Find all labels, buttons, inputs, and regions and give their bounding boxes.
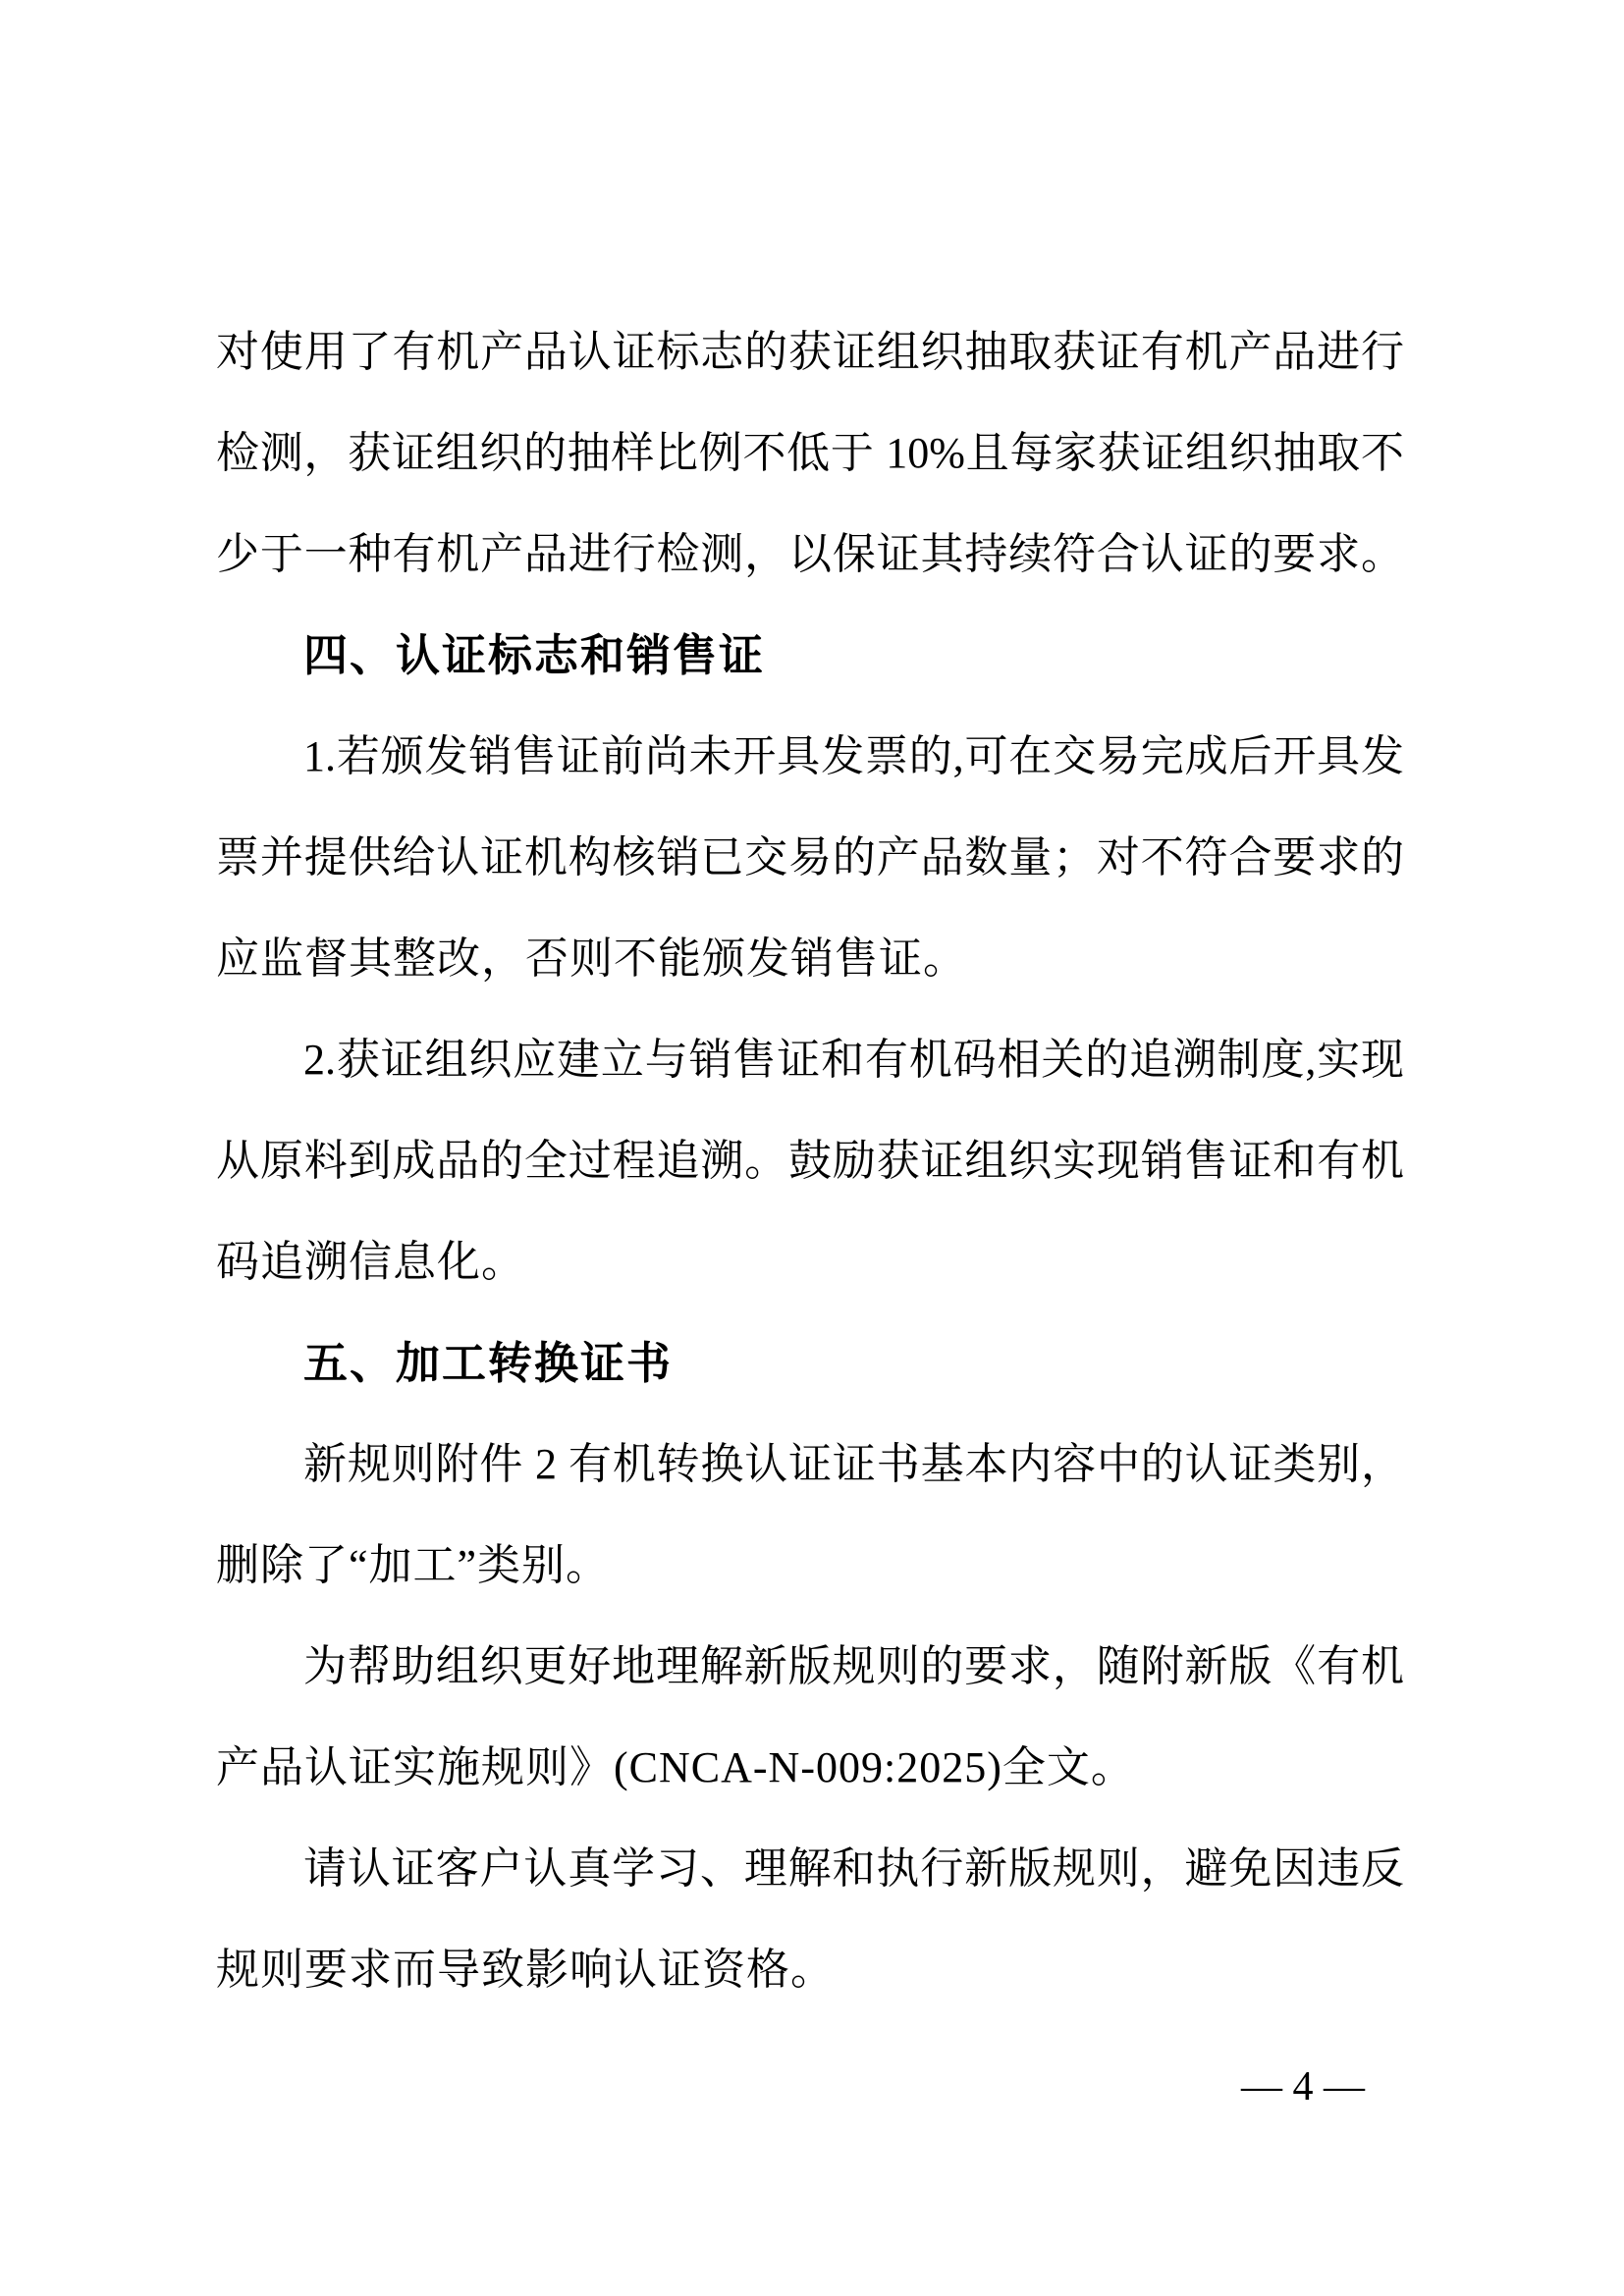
text-line: 少于一种有机产品进行检测，以保证其持续符合认证的要求。 [216,530,1404,578]
section-heading-4: 四、认证标志和销售证 [303,630,766,680]
text-line: 检测，获证组织的抽样比例不低于 10%且每家获证组织抽取不 [216,429,1404,477]
document-body [216,301,1404,2020]
page-number: — 4 — [1241,2064,1365,2109]
text-line: 删除了“加工”类别。 [216,1541,611,1589]
text-line: 应监督其整改，否则不能颁发销售证。 [216,934,967,983]
text-line: 为帮助组织更好地理解新版规则的要求，随附新版《有机 [303,1642,1404,1690]
text-line: 规则要求而导致影响认证资格。 [216,1946,835,1994]
text-line: 2.获证组织应建立与销售证和有机码相关的追溯制度,实现 [303,1036,1404,1084]
text-line: 新规则附件 2 有机转换认证证书基本内容中的认证类别， [303,1440,1404,1488]
text-line: 产品认证实施规则》(CNCA-N-009:2025)全文。 [216,1743,1135,1791]
text-line: 请认证客户认真学习、理解和执行新版规则，避免因违反 [303,1844,1404,1893]
text-line: 对使用了有机产品认证标志的获证组织抽取获证有机产品进行 [216,328,1404,376]
text-line: 码追溯信息化。 [216,1238,525,1286]
text-line: 1.若颁发销售证前尚未开具发票的,可在交易完成后开具发 [303,732,1404,780]
text-line: 票并提供给认证机构核销已交易的产品数量；对不符合要求的 [216,833,1404,881]
section-heading-5: 五、加工转换证书 [303,1338,674,1388]
text-line: 从原料到成品的全过程追溯。鼓励获证组织实现销售证和有机 [216,1137,1404,1185]
